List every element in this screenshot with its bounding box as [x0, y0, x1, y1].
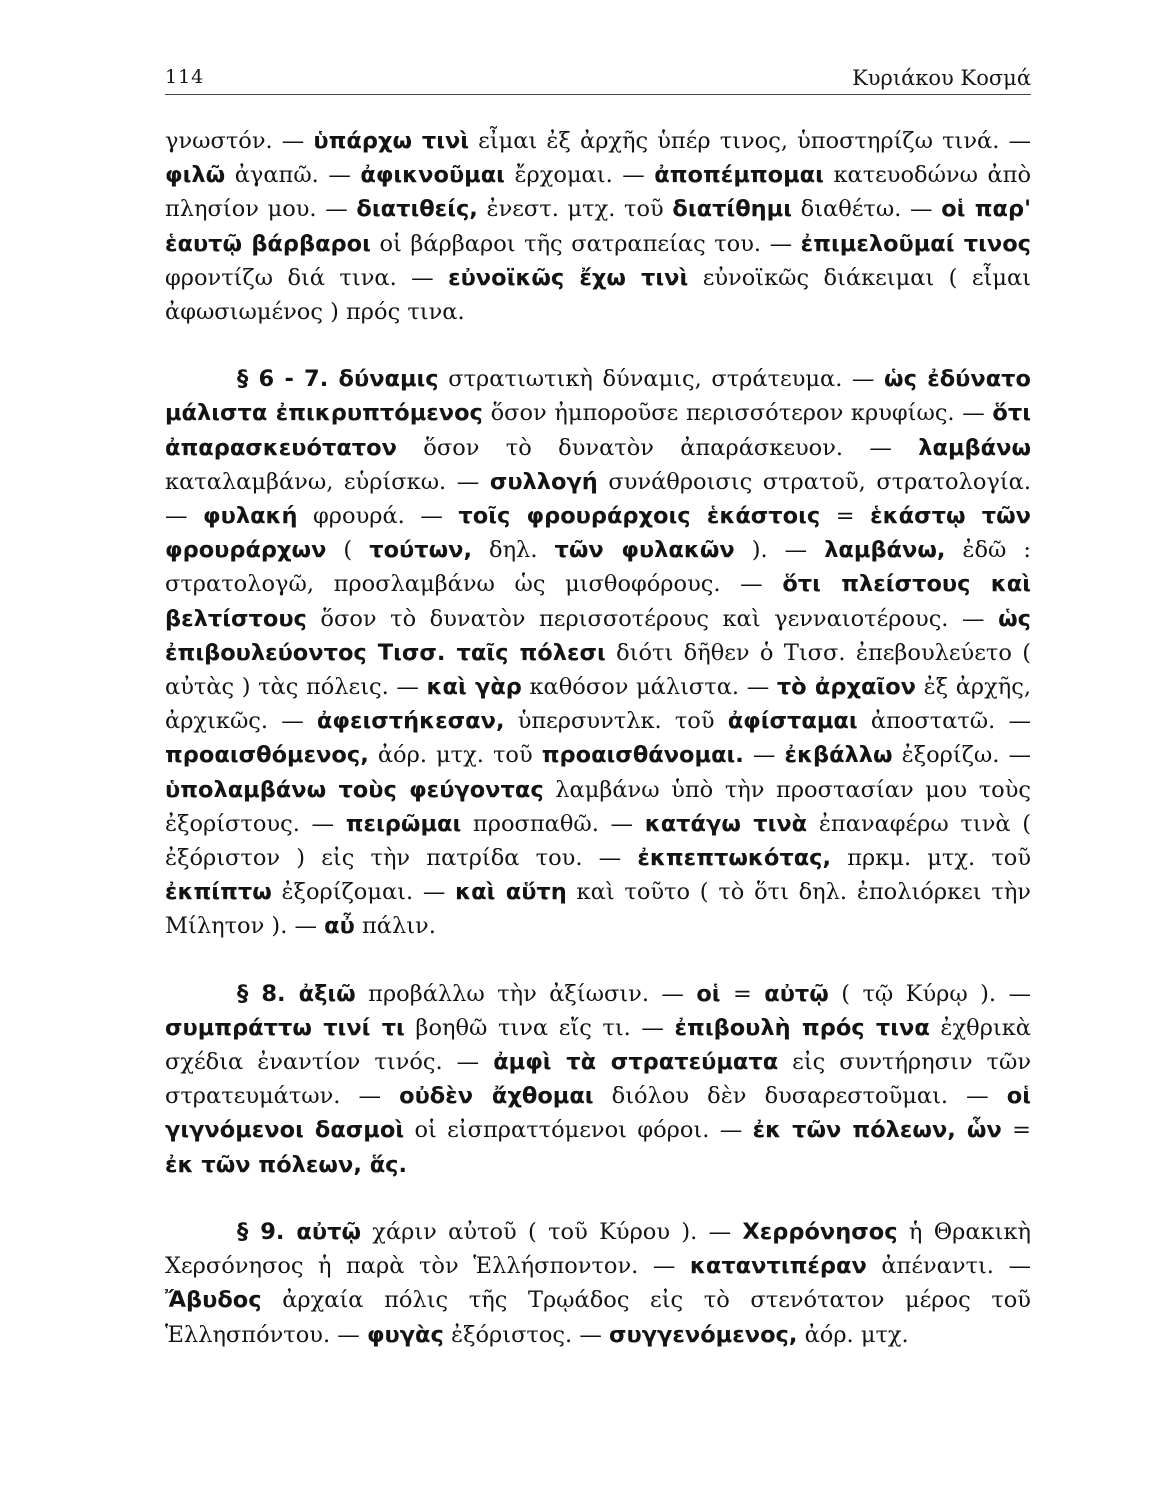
lemma: φιλῶ: [165, 162, 226, 189]
page-header: [165, 66, 1031, 94]
gloss: ἐχθρικὰ σχέδια ἐναντίον τινός. —: [165, 1014, 1031, 1076]
gloss: ἐπαναφέρω τινὰ ( ἐξόριστον ) εἰς τὴν πατρίδα του. —: [165, 810, 1032, 872]
gloss: κατευοδώνω ἀπὸ πλησίον μου. —: [165, 162, 1031, 223]
gloss: =: [720, 980, 765, 1007]
lemma: τῶν φυλακῶν: [554, 537, 735, 564]
lemma: λαμβάνω,: [824, 537, 946, 564]
gloss: ἡ Θρακικὴ Χερσόνησος ἡ παρὰ τὸν Ἑλλήσποντον. —: [165, 1218, 1031, 1280]
lemma: ἀφίσταμαι: [727, 708, 858, 735]
gloss: ἔρχομαι. —: [504, 162, 655, 189]
lemma: ἐκπίπτω: [165, 879, 272, 906]
lemma: Ἄβυδος: [165, 1287, 262, 1314]
lemma: ἀμφὶ τὰ στρατεύματα: [493, 1049, 779, 1076]
gloss: ἀρχαία πόλις τῆς Τρῳάδος εἰς τὸ στενότατον μέρος τοῦ Ἑλλησπόντου. —: [165, 1287, 1031, 1348]
gloss: ἀποστατῶ. —: [857, 708, 1031, 735]
lemma: καὶ γὰρ: [426, 674, 522, 701]
lemma: § 8. ἀξιῶ: [237, 980, 356, 1007]
gloss: ἀόρ. μτχ. τοῦ: [368, 742, 542, 769]
lemma: οὐδὲν ἄχθομαι: [399, 1083, 594, 1110]
gloss: εὐνοϊκῶς διάκειμαι ( εἶμαι ἀφωσιωμένος ) πρός τινα.: [165, 264, 1031, 326]
paragraph: [165, 977, 1031, 1182]
lemma: ἐπιβουλὴ πρός τινα: [674, 1014, 930, 1041]
paragraph: [165, 124, 1031, 329]
gloss: ἐξόριστος. —: [443, 1321, 609, 1348]
gloss: φρουρά. —: [297, 503, 459, 530]
gloss: διότι δῆθεν ὁ Τισσ. ἐπεβουλεύετο ( αὐτὰς ) τὰς πόλεις. —: [165, 639, 1031, 701]
lemma: πειρῶμαι: [345, 810, 462, 837]
gloss: ἀόρ. μτχ.: [797, 1321, 909, 1348]
lemma: κατάγω τινὰ: [644, 810, 808, 837]
lemma: ἐκ τῶν πόλεων, ὧν: [752, 1117, 1002, 1144]
gloss: =: [1001, 1117, 1031, 1144]
paragraph-gap: [165, 944, 1031, 977]
gloss: ὅσον τὸ δυνατὸν ἀπαράσκευον. —: [396, 434, 919, 461]
gloss: πρκμ. μτχ. τοῦ: [831, 845, 1031, 872]
gloss: ( τῷ Κύρῳ ). —: [828, 980, 1031, 1007]
lemma: φυγὰς: [366, 1321, 444, 1348]
lemma: αὐτῷ: [764, 980, 829, 1007]
lemma: εὐνοϊκῶς ἔχω τινὶ: [448, 264, 689, 291]
gloss: προβάλλω τὴν ἀξίωσιν. —: [355, 980, 697, 1007]
gloss: διαθέτω. —: [792, 196, 942, 223]
lemma: οἱ: [696, 980, 721, 1007]
lemma: ἐπιμελοῦμαί τινος: [800, 230, 1031, 257]
lemma: ἀποπέμπομαι: [654, 162, 824, 189]
gloss: εἰς συντήρησιν τῶν στρατευμάτων. —: [165, 1049, 1031, 1110]
paragraph: [165, 1215, 1031, 1352]
lemma: οἱ γιγνόμενοι δασμοὶ: [165, 1083, 1031, 1144]
gloss: ἐξορίζω. —: [892, 742, 1031, 769]
lemma: Χερρόνησος: [742, 1218, 898, 1245]
gloss: λαμβάνω ὑπὸ τὴν προστασίαν μου τοὺς ἐξορίστους. —: [165, 776, 1031, 837]
lemma: προαισθάνομαι.: [541, 742, 744, 769]
gloss: οἱ βάρβαροι τῆς σατραπείας του. —: [370, 230, 801, 257]
gloss: προσπαθῶ. —: [461, 810, 645, 837]
lemma: καταντιπέραν: [689, 1253, 867, 1280]
lemma: § 9. αὐτῷ: [237, 1218, 361, 1245]
gloss: ὅσον ἠμποροῦσε περισσότερον κρυφίως. —: [482, 400, 993, 427]
lemma: διατίθημι: [672, 196, 792, 223]
lemma: συμπράττω τινί τι: [165, 1014, 405, 1041]
gloss: συνάθροισις στρατοῦ, στρατολογία. —: [165, 468, 1031, 530]
lemma: ἀφειστήκεσαν,: [316, 708, 505, 735]
lemma: ἑκάστῳ τῶν φρουράρχων: [165, 503, 1031, 564]
gloss: διόλου δὲν δυσαρεστοῦμαι. —: [593, 1083, 1007, 1110]
gloss: ). —: [734, 537, 825, 564]
lemma: ἐκπεπτωκότας,: [637, 845, 832, 872]
gloss: (: [326, 537, 370, 564]
gloss: πάλιν.: [354, 913, 436, 940]
gloss: στρατιωτικὴ δύναμις, στράτευμα. —: [438, 366, 885, 393]
lemma: συλλογή: [489, 468, 598, 495]
gloss: καταλαμβάνω, εὑρίσκω. —: [165, 468, 490, 495]
lemma: ὡς ἐπιβουλεύοντος Τισσ. ταῖς πόλεσι: [165, 605, 1031, 666]
lemma: ἐκβάλλω: [784, 742, 893, 769]
lemma: καὶ αὕτη: [455, 879, 567, 906]
lemma: αὖ: [324, 913, 355, 940]
gloss: ὅσον τὸ δυνατὸν περισσοτέρους καὶ γενναιοτέρους. —: [306, 605, 999, 632]
lemma: τοῖς φρουράρχοις ἑκάστοις: [458, 503, 821, 530]
lemma: τὸ ἀρχαῖον: [776, 674, 917, 701]
page-body: [165, 124, 1031, 1352]
gloss: ἀπέναντι. —: [866, 1253, 1031, 1280]
header-rule: [165, 94, 1031, 95]
lemma: ὅτι πλείστους καὶ βελτίστους: [165, 571, 1031, 632]
gloss: ἀγαπῶ. —: [225, 162, 361, 189]
gloss: ὑπερσυντλκ. τοῦ: [504, 708, 728, 735]
lemma: τούτων,: [369, 537, 473, 564]
paragraph: [165, 362, 1031, 943]
gloss: καθόσον μάλιστα. —: [521, 674, 777, 701]
gloss: εἶμαι ἐξ ἀρχῆς ὑπέρ τινος, ὑποστηρίζω τινά. —: [469, 128, 1032, 154]
gloss: =: [820, 503, 871, 530]
gloss: ἐξορίζομαι. —: [271, 879, 456, 906]
lemma: προαισθόμενος,: [165, 742, 369, 769]
lemma: § 6 - 7. δύναμις: [237, 366, 439, 393]
gloss: βοηθῶ τινα εἴς τι. —: [404, 1014, 675, 1041]
lemma: συγγενόμενος,: [608, 1321, 798, 1348]
page-number: 114: [165, 66, 205, 88]
gloss: χάριν αὐτοῦ ( τοῦ Κύρου ). —: [361, 1218, 743, 1245]
running-head: Κυριάκου Κοσμά: [852, 66, 1031, 90]
lemma: φυλακή: [203, 503, 298, 530]
lemma: ἐκ τῶν πόλεων, ἅς.: [165, 1151, 408, 1178]
lemma: λαμβάνω: [918, 434, 1031, 461]
lemma: ὅτι ἀπαρασκευότατον: [165, 400, 1031, 461]
gloss: ἐξ ἀρχῆς, ἀρχικῶς. —: [165, 674, 1031, 735]
gloss: καὶ τοῦτο ( τὸ ὅτι δηλ. ἐπολιόρκει τὴν Μίλητον ). —: [165, 879, 1031, 940]
lemma: διατιθείς,: [356, 196, 478, 223]
gloss: ἐνεστ. μτχ. τοῦ: [477, 196, 673, 223]
gloss: γνωστόν. —: [165, 128, 314, 154]
lemma: οἱ παρ' ἑαυτῷ βάρβαροι: [165, 196, 1031, 257]
lemma: ὑπάρχω τινὶ: [313, 128, 470, 154]
lemma: ἀφικνοῦμαι: [360, 162, 505, 189]
gloss: φροντίζω διά τινα. —: [165, 264, 449, 291]
gloss: οἱ εἰσπραττόμενοι φόροι. —: [404, 1117, 753, 1144]
gloss: δηλ.: [472, 537, 555, 564]
lemma: ὑπολαμβάνω τοὺς φεύγοντας: [165, 776, 544, 803]
gloss: ἐδῶ : στρατολογῶ, προσλαμβάνω ὡς μισθοφόρους. —: [165, 537, 1031, 598]
paragraph-gap: [165, 1182, 1031, 1215]
paragraph-gap: [165, 329, 1031, 362]
gloss: —: [743, 742, 785, 769]
lemma: ὡς ἐδύνατο μάλιστα ἐπικρυπτόμενος: [165, 366, 1031, 427]
